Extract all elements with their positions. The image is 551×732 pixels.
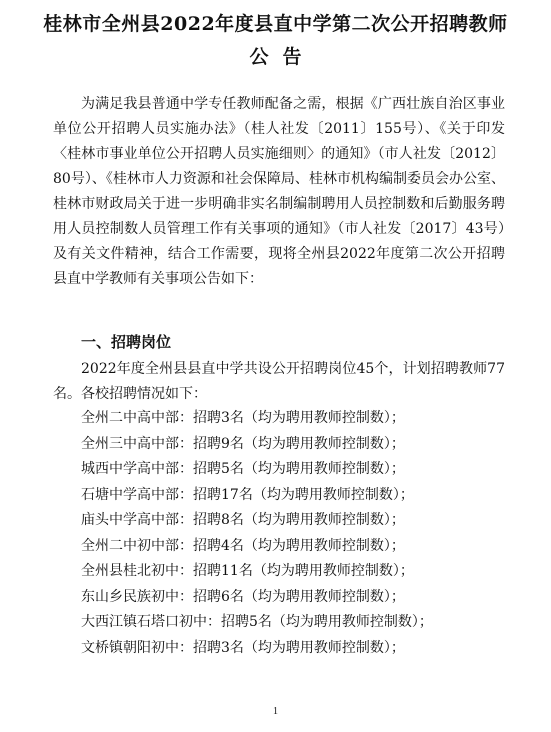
intro-paragraph: 为满足我县普通中学专任教师配备之需，根据《广西壮族自治区事业单位公开招聘人员实施办法》（桂人社发〔2011〕155号）、《关于印发〈桂林市事业单位公开招聘人员实施细则〉的通知》（市人社发〔2012〕80号）、《桂林市人力资源和社会保障局、桂林市机构编制委员会办公室、桂林市财政局关于进一步明确非实名制编制聘用人员控制数和后勤服务聘用人员控制数人员管理工作有关事项的通知》（市人社发〔2017〕43号）及有关文件精神，结合工作需要，现将全州县2022年度第二次公开招聘县直中学教师有关事项公告如下： [53,96,505,287]
list-item: 全州二中初中部：招聘4名（均为聘用教师控制数）； [81,537,405,554]
list-item: 城西中学高中部：招聘5名（均为聘用教师控制数）； [81,461,405,477]
list-item: 庙头中学高中部：招聘8名（均为聘用教师控制数）； [81,512,405,528]
list-item: 石塘中学高中部：招聘17名（均为聘用教师控制数）； [81,486,414,503]
page-number: 1 [273,706,278,717]
list-item: 全州县桂北初中：招聘11名（均为聘用教师控制数）； [81,563,414,579]
list-item: 大西江镇石塔口初中：招聘5名（均为聘用教师控制数）； [81,614,433,630]
list-item: 文桥镇朝阳初中：招聘3名（均为聘用教师控制数）； [81,639,405,656]
section-paragraph: 2022年度全州县县直中学共设公开招聘岗位45个，计划招聘教师77名。各校招聘情况如下： [53,361,505,402]
list-item: 全州二中高中部：招聘3名（均为聘用教师控制数）； [81,410,405,426]
document-title: 桂林市全州县2022年度县直中学第二次公开招聘教师 [43,13,508,35]
document-subtitle: 公告 [249,46,316,68]
list-item: 全州三中高中部：招聘9名（均为聘用教师控制数）； [81,435,405,452]
section-heading: 一、招聘岗位 [81,333,172,351]
school-list [81,406,521,661]
list-item: 东山乡民族初中：招聘6名（均为聘用教师控制数）； [81,588,405,605]
